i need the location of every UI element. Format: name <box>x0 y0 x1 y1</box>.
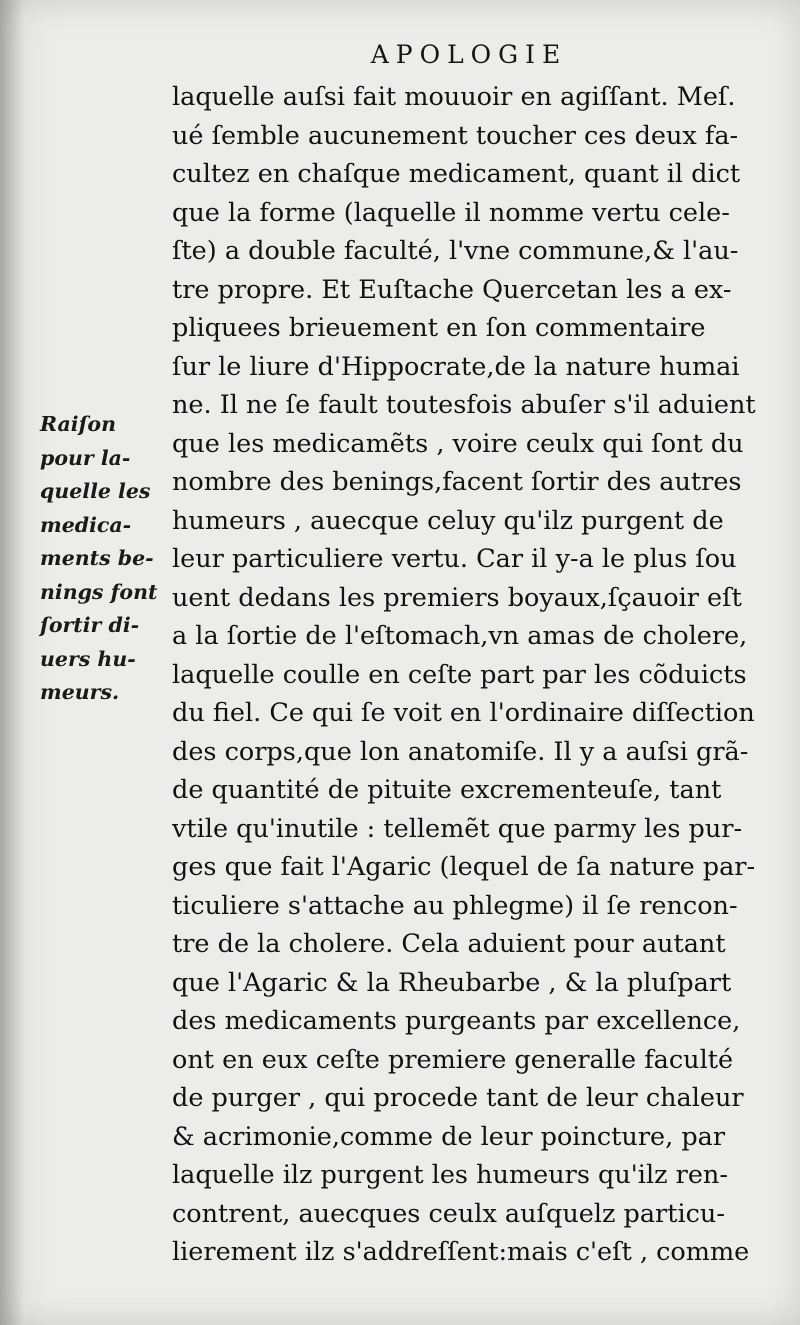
text-line: ticuliere s'attache au phlegme) il ſe rencon- <box>172 890 738 921</box>
gutter-shadow <box>0 0 24 1325</box>
text-line: lierement ilz s'addreſſent:mais c'eſt , comme <box>172 1237 750 1267</box>
text-line: tre propre. Et Euſtache Quercetan les a ex- <box>172 274 732 305</box>
text-line: laquelle auſsi fait mouuoir en agiſſant. Meſ. <box>172 82 736 112</box>
text-line: de quantité de pituite excrementeuſe, tant <box>172 775 722 805</box>
text-line: que la forme (laquelle il nomme vertu cele- <box>172 197 730 228</box>
margin-note <box>40 408 170 710</box>
text-line: cultez en chaſque medicament, quant il dict <box>172 159 741 189</box>
margin-note-line: quelle les <box>40 479 151 503</box>
running-header: APOLOGIE <box>370 40 568 69</box>
text-line: ne. Il ne ſe fault toutesfois abuſer s'il aduient <box>172 390 756 420</box>
text-line: leur particuliere vertu. Car il y-a le plus ſou <box>172 544 737 574</box>
text-line: a la ſortie de l'eſtomach,vn amas de cholere, <box>172 621 748 651</box>
text-line: & acrimonie,comme de leur poincture, par <box>172 1121 726 1152</box>
text-line: tre de la cholere. Cela aduient pour autant <box>172 929 726 959</box>
text-line: uent dedans les premiers boyaux,ſçauoir eſt <box>172 582 742 613</box>
margin-note-line: uers hu- <box>40 646 136 671</box>
text-line: que l'Agaric & la Rheubarbe , & la pluſpart <box>172 967 732 998</box>
margin-note-line: pour la- <box>40 445 131 470</box>
text-line: que les medicamẽts , voire ceulx qui ſont du <box>172 428 744 459</box>
text-line: ſte) a double faculté, l'vne commune,& l'au- <box>172 236 739 266</box>
margin-note-line: meurs. <box>40 680 120 704</box>
margin-note-line: nings font <box>40 579 158 604</box>
margin-note-line: Raiſon <box>40 412 116 436</box>
text-line: laquelle ilz purgent les humeurs qu'ilz ren- <box>172 1160 728 1190</box>
body-text <box>172 78 772 1272</box>
text-line: nombre des benings,facent ſortir des autres <box>172 467 742 497</box>
text-line: ges que fait l'Agaric (lequel de ſa nature par- <box>172 852 756 882</box>
margin-note-line: medica- <box>40 512 132 537</box>
text-line: ſur le liure d'Hippocrate,de la nature humai <box>172 351 740 382</box>
text-line: des medicaments purgeants par excellence, <box>172 1006 741 1036</box>
text-line: laquelle coulle en ceſte part par les cõduicts <box>172 659 747 690</box>
margin-note-line: ſortir di- <box>40 613 140 637</box>
text-line: ué ſemble aucunement toucher ces deux fa- <box>172 120 739 151</box>
text-line: de purger , qui procede tant de leur chaleur <box>172 1083 744 1113</box>
text-line: pliquees brieuement en ſon commentaire <box>172 313 706 343</box>
text-line: du fiel. Ce qui ſe voit en l'ordinaire diſſection <box>172 698 755 728</box>
text-line: humeurs , auecque celuy qu'ilz purgent de <box>172 505 724 536</box>
text-line: ont en eux ceſte premiere generalle faculté <box>172 1044 734 1075</box>
margin-note-line: ments be- <box>40 546 154 570</box>
text-line: vtile qu'inutile : tellemẽt que parmy les pur- <box>172 813 743 844</box>
text-line: des corps,que lon anatomiſe. Il y a auſsi grã- <box>172 736 749 767</box>
text-line: contrent, auecques ceulx auſquelz particu- <box>172 1198 725 1229</box>
